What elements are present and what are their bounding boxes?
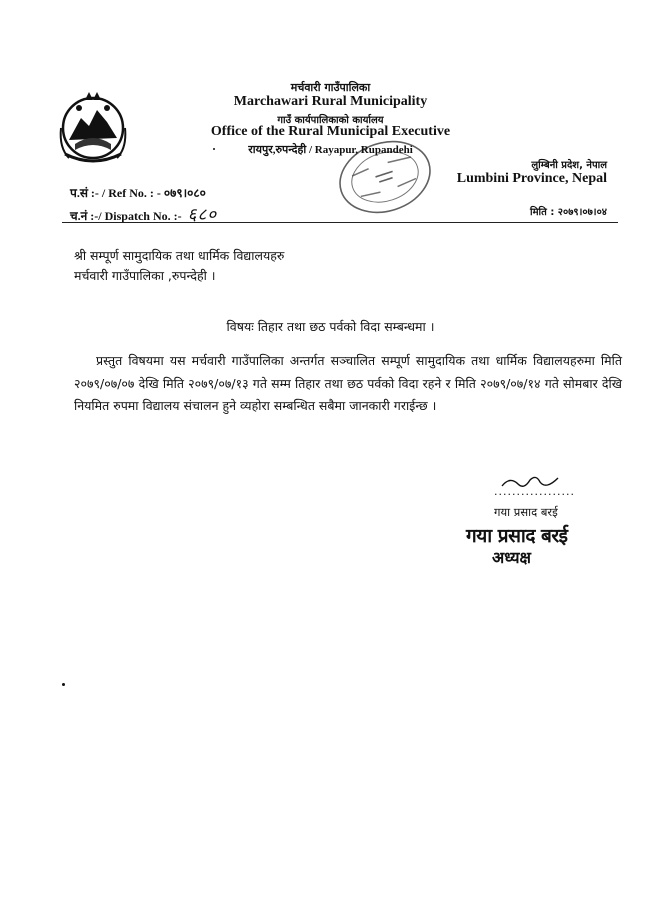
recipient-block	[74, 246, 284, 286]
province-english: Lumbini Province, Nepal	[456, 171, 607, 186]
letter-date: मिति : २०७९।०७।०४	[529, 207, 607, 218]
scan-speck	[62, 683, 65, 686]
municipality-name-nepali: मर्चवारी गाउँपालिका	[290, 81, 371, 94]
province-nepali: लुम्बिनी प्रदेश, नेपाल	[531, 160, 607, 171]
scan-speck	[213, 148, 215, 150]
subject-line: विषयः तिहार तथा छठ पर्वको विदा सम्बन्धमा ।	[226, 319, 435, 334]
dispatch-number-handwritten: ६८०	[187, 205, 218, 225]
letterhead-divider	[62, 222, 618, 223]
office-name-nepali: गाउँ कार्यपालिकाको कार्यालय	[277, 115, 384, 126]
signature-dotted-line: ..................	[494, 485, 575, 498]
reference-number: प.सं :- / Ref No. : - ०७९।०८०	[70, 186, 206, 200]
municipality-name-english: Marchawari Rural Municipality	[233, 94, 428, 109]
dispatch-label: च.नं :-/ Dispatch No. :-	[70, 209, 182, 223]
signatory-stamp-name: गया प्रसाद बरई	[466, 525, 568, 547]
office-address: रायपुर,रुपन्देही / Rayapur, Rupandehi	[248, 144, 413, 156]
signatory-stamp-title: अध्यक्ष	[492, 548, 531, 567]
office-name-english: Office of the Rural Municipal Executive	[210, 124, 451, 139]
signatory-name: गया प्रसाद बरई	[494, 505, 558, 519]
recipient-line-2: मर्चवारी गाउँपालिका ,रुपन्देही ।	[74, 268, 216, 283]
recipient-line-1: श्री सम्पूर्ण सामुदायिक तथा धार्मिक विद्यालयहरु	[74, 248, 285, 263]
letter-body: प्रस्तुत विषयमा यस मर्चवारी गाउँपालिका अन्तर्गत सञ्चालित सम्पूर्ण सामुदायिक तथा धार्मिक विद्यालयहरुमा मिति २०७९/०७/०७ देखि मिति २०७९/०७/१३ गते सम्म तिहार तथा छठ पर्वको विदा रहने र मिति २०७९/०७/१४ गते सोमबार देखि नियमित रुपमा विद्यालय संचालन हुने व्यहोरा सम्बन्धित सबैमा जानकारी गराईन्छ ।	[74, 353, 622, 413]
